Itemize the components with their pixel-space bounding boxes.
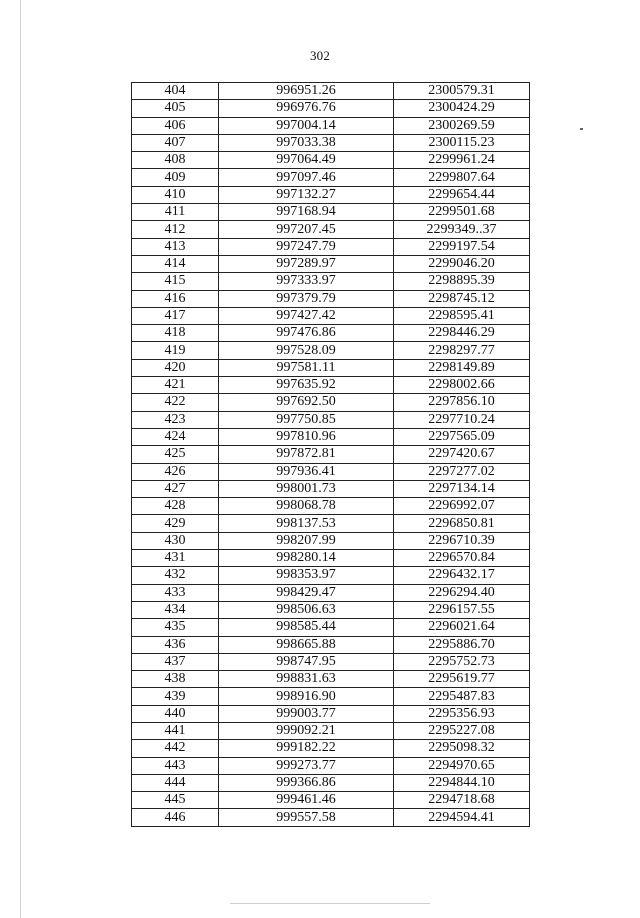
y-coordinate-cell: 2297277.02: [394, 463, 530, 480]
x-coordinate-cell: 997004.14: [219, 117, 394, 134]
x-coordinate-cell: 998429.47: [219, 584, 394, 601]
x-coordinate-cell: 998506.63: [219, 601, 394, 618]
point-number-cell: 432: [132, 567, 219, 584]
y-coordinate-cell: 2298446.29: [394, 325, 530, 342]
point-number-cell: 440: [132, 705, 219, 722]
x-coordinate-cell: 998001.73: [219, 480, 394, 497]
point-number-cell: 421: [132, 377, 219, 394]
table-row: [132, 567, 530, 584]
table-row: [132, 204, 530, 221]
y-coordinate-cell: 2296157.55: [394, 601, 530, 618]
table-row: [132, 186, 530, 203]
table-row: [132, 480, 530, 497]
x-coordinate-cell: 999461.46: [219, 792, 394, 809]
y-coordinate-cell: 2295487.83: [394, 688, 530, 705]
x-coordinate-cell: 997064.49: [219, 152, 394, 169]
point-number-cell: 419: [132, 342, 219, 359]
x-coordinate-cell: 997936.41: [219, 463, 394, 480]
y-coordinate-cell: 2299654.44: [394, 186, 530, 203]
y-coordinate-cell: 2298595.41: [394, 307, 530, 324]
table-row: [132, 342, 530, 359]
x-coordinate-cell: 997247.79: [219, 238, 394, 255]
x-coordinate-cell: 997692.50: [219, 394, 394, 411]
y-coordinate-cell: 2299961.24: [394, 152, 530, 169]
y-coordinate-cell: 2298002.66: [394, 377, 530, 394]
x-coordinate-cell: 997427.42: [219, 307, 394, 324]
x-coordinate-cell: 997810.96: [219, 428, 394, 445]
x-coordinate-cell: 997333.97: [219, 273, 394, 290]
point-number-cell: 445: [132, 792, 219, 809]
point-number-cell: 444: [132, 774, 219, 791]
y-coordinate-cell: 2294594.41: [394, 809, 530, 826]
point-number-cell: 415: [132, 273, 219, 290]
y-coordinate-cell: 2295619.77: [394, 671, 530, 688]
x-coordinate-cell: 998353.97: [219, 567, 394, 584]
scan-speck: [580, 128, 583, 130]
scan-bottom-line: [230, 903, 430, 904]
table-row: [132, 273, 530, 290]
table-row: [132, 722, 530, 739]
y-coordinate-cell: 2295356.93: [394, 705, 530, 722]
x-coordinate-cell: 998207.99: [219, 532, 394, 549]
y-coordinate-cell: 2299046.20: [394, 255, 530, 272]
y-coordinate-cell: 2299197.54: [394, 238, 530, 255]
table-row: [132, 792, 530, 809]
y-coordinate-cell: 2296710.39: [394, 532, 530, 549]
x-coordinate-cell: 997750.85: [219, 411, 394, 428]
table-row: [132, 169, 530, 186]
y-coordinate-cell: 2299501.68: [394, 204, 530, 221]
x-coordinate-cell: 998137.53: [219, 515, 394, 532]
y-coordinate-cell: 2295227.08: [394, 722, 530, 739]
y-coordinate-cell: 2298895.39: [394, 273, 530, 290]
point-number-cell: 430: [132, 532, 219, 549]
x-coordinate-cell: 998068.78: [219, 498, 394, 515]
table-row: [132, 636, 530, 653]
table-row: [132, 100, 530, 117]
point-number-cell: 423: [132, 411, 219, 428]
y-coordinate-cell: 2297420.67: [394, 446, 530, 463]
table-row: [132, 221, 530, 238]
x-coordinate-cell: 997635.92: [219, 377, 394, 394]
point-number-cell: 411: [132, 204, 219, 221]
point-number-cell: 418: [132, 325, 219, 342]
point-number-cell: 429: [132, 515, 219, 532]
table-row: [132, 532, 530, 549]
x-coordinate-cell: 997207.45: [219, 221, 394, 238]
point-number-cell: 408: [132, 152, 219, 169]
x-coordinate-cell: 997168.94: [219, 204, 394, 221]
y-coordinate-cell: 2296432.17: [394, 567, 530, 584]
y-coordinate-cell: 2294844.10: [394, 774, 530, 791]
y-coordinate-cell: 2298149.89: [394, 359, 530, 376]
point-number-cell: 416: [132, 290, 219, 307]
point-number-cell: 426: [132, 463, 219, 480]
coordinates-table: [131, 82, 530, 827]
point-number-cell: 434: [132, 601, 219, 618]
x-coordinate-cell: 997476.86: [219, 325, 394, 342]
table-row: [132, 307, 530, 324]
point-number-cell: 439: [132, 688, 219, 705]
x-coordinate-cell: 997581.11: [219, 359, 394, 376]
point-number-cell: 412: [132, 221, 219, 238]
x-coordinate-cell: 997379.79: [219, 290, 394, 307]
x-coordinate-cell: 997872.81: [219, 446, 394, 463]
point-number-cell: 409: [132, 169, 219, 186]
x-coordinate-cell: 998916.90: [219, 688, 394, 705]
y-coordinate-cell: 2295752.73: [394, 653, 530, 670]
point-number-cell: 438: [132, 671, 219, 688]
x-coordinate-cell: 997097.46: [219, 169, 394, 186]
y-coordinate-cell: 2294970.65: [394, 757, 530, 774]
x-coordinate-cell: 999182.22: [219, 740, 394, 757]
y-coordinate-cell: 2296570.84: [394, 550, 530, 567]
point-number-cell: 433: [132, 584, 219, 601]
y-coordinate-cell: 2299807.64: [394, 169, 530, 186]
x-coordinate-cell: 999557.58: [219, 809, 394, 826]
y-coordinate-cell: 2297134.14: [394, 480, 530, 497]
y-coordinate-cell: 2296992.07: [394, 498, 530, 515]
point-number-cell: 443: [132, 757, 219, 774]
y-coordinate-cell: 2297710.24: [394, 411, 530, 428]
point-number-cell: 428: [132, 498, 219, 515]
point-number-cell: 406: [132, 117, 219, 134]
point-number-cell: 442: [132, 740, 219, 757]
table-row: [132, 601, 530, 618]
table-row: [132, 394, 530, 411]
table-row: [132, 688, 530, 705]
table-row: [132, 463, 530, 480]
point-number-cell: 441: [132, 722, 219, 739]
table-row: [132, 446, 530, 463]
point-number-cell: 437: [132, 653, 219, 670]
table-row: [132, 619, 530, 636]
table-row: [132, 134, 530, 151]
point-number-cell: 436: [132, 636, 219, 653]
x-coordinate-cell: 999092.21: [219, 722, 394, 739]
point-number-cell: 404: [132, 83, 219, 100]
table-row: [132, 377, 530, 394]
table-row: [132, 498, 530, 515]
table-row: [132, 428, 530, 445]
y-coordinate-cell: 2298297.77: [394, 342, 530, 359]
point-number-cell: 431: [132, 550, 219, 567]
point-number-cell: 427: [132, 480, 219, 497]
point-number-cell: 422: [132, 394, 219, 411]
x-coordinate-cell: 997132.27: [219, 186, 394, 203]
x-coordinate-cell: 996976.76: [219, 100, 394, 117]
y-coordinate-cell: 2299349..37: [394, 221, 530, 238]
table-row: [132, 774, 530, 791]
coordinates-table-body: [132, 83, 530, 827]
table-row: [132, 653, 530, 670]
point-number-cell: 413: [132, 238, 219, 255]
y-coordinate-cell: 2296021.64: [394, 619, 530, 636]
table-row: [132, 152, 530, 169]
point-number-cell: 414: [132, 255, 219, 272]
point-number-cell: 424: [132, 428, 219, 445]
x-coordinate-cell: 999003.77: [219, 705, 394, 722]
point-number-cell: 410: [132, 186, 219, 203]
y-coordinate-cell: 2294718.68: [394, 792, 530, 809]
point-number-cell: 407: [132, 134, 219, 151]
y-coordinate-cell: 2300424.29: [394, 100, 530, 117]
page-edge-line: [20, 0, 21, 918]
y-coordinate-cell: 2296294.40: [394, 584, 530, 601]
point-number-cell: 435: [132, 619, 219, 636]
x-coordinate-cell: 997528.09: [219, 342, 394, 359]
table-row: [132, 757, 530, 774]
table-row: [132, 740, 530, 757]
x-coordinate-cell: 998280.14: [219, 550, 394, 567]
y-coordinate-cell: 2300115.23: [394, 134, 530, 151]
point-number-cell: 405: [132, 100, 219, 117]
y-coordinate-cell: 2297565.09: [394, 428, 530, 445]
x-coordinate-cell: 999273.77: [219, 757, 394, 774]
x-coordinate-cell: 996951.26: [219, 83, 394, 100]
y-coordinate-cell: 2295886.70: [394, 636, 530, 653]
table-row: [132, 411, 530, 428]
x-coordinate-cell: 998831.63: [219, 671, 394, 688]
point-number-cell: 446: [132, 809, 219, 826]
point-number-cell: 425: [132, 446, 219, 463]
x-coordinate-cell: 997289.97: [219, 255, 394, 272]
table-row: [132, 255, 530, 272]
table-row: [132, 584, 530, 601]
table-row: [132, 671, 530, 688]
x-coordinate-cell: 998585.44: [219, 619, 394, 636]
table-row: [132, 515, 530, 532]
table-row: [132, 290, 530, 307]
y-coordinate-cell: 2300579.31: [394, 83, 530, 100]
table-row: [132, 83, 530, 100]
y-coordinate-cell: 2300269.59: [394, 117, 530, 134]
table-row: [132, 325, 530, 342]
table-row: [132, 550, 530, 567]
table-row: [132, 359, 530, 376]
y-coordinate-cell: 2296850.81: [394, 515, 530, 532]
y-coordinate-cell: 2295098.32: [394, 740, 530, 757]
table-row: [132, 238, 530, 255]
point-number-cell: 420: [132, 359, 219, 376]
table-row: [132, 809, 530, 826]
y-coordinate-cell: 2298745.12: [394, 290, 530, 307]
table-row: [132, 705, 530, 722]
x-coordinate-cell: 999366.86: [219, 774, 394, 791]
page-number: 302: [309, 48, 331, 63]
y-coordinate-cell: 2297856.10: [394, 394, 530, 411]
x-coordinate-cell: 998747.95: [219, 653, 394, 670]
x-coordinate-cell: 997033.38: [219, 134, 394, 151]
table-row: [132, 117, 530, 134]
point-number-cell: 417: [132, 307, 219, 324]
x-coordinate-cell: 998665.88: [219, 636, 394, 653]
